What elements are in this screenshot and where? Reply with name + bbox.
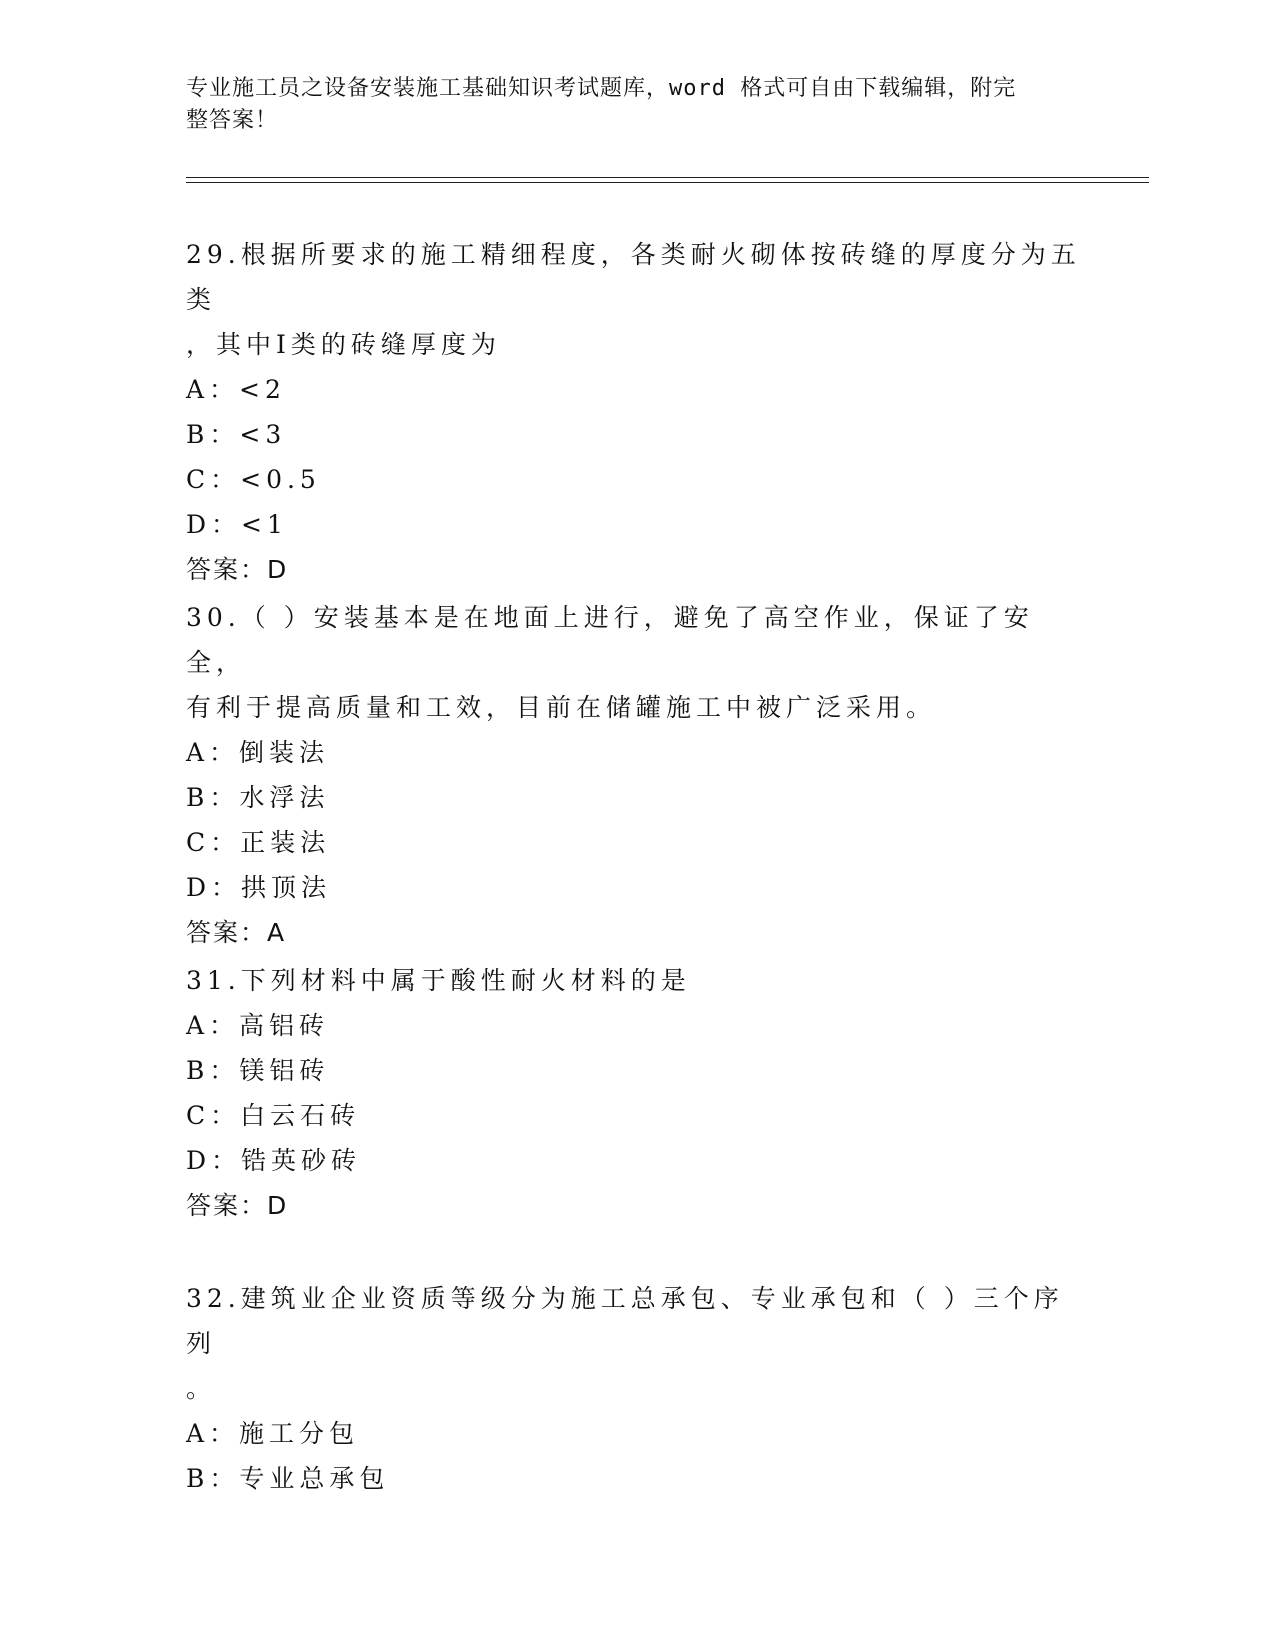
answer-label: 答案：D [186,1191,289,1220]
question-29 [186,232,1086,592]
header-divider-top [186,177,1149,178]
question-32 [186,1276,1086,1501]
option-a: A：高铝砖 [186,1011,330,1040]
option-a: A：倒装法 [186,738,330,767]
question-30 [186,595,1086,955]
option-d: D：拱顶法 [186,873,332,902]
question-stem-line: 。 [186,1374,217,1403]
question-stem-line: ，其中Ⅰ类的砖缝厚度为 [186,330,501,359]
question-stem-line: 29.根据所要求的施工精细程度，各类耐火砌体按砖缝的厚度分为五类 [186,240,1081,314]
option-b: B：镁铝砖 [186,1056,330,1085]
answer-label: 答案：A [186,918,287,947]
question-stem-line: 32.建筑业企业资质等级分为施工总承包、专业承包和（ ）三个序列 [186,1284,1064,1358]
header-line-2: 整答案！ [186,108,279,133]
option-b: B：水浮法 [186,783,330,812]
answer-label: 答案：D [186,555,289,584]
option-c: C：<0.5 [186,465,321,494]
option-a: A：<2 [186,375,286,404]
option-d: D：锆英砂砖 [186,1146,362,1175]
document-header [186,73,1066,137]
question-stem-line: 有利于提高质量和工效，目前在储罐施工中被广泛采用。 [186,693,937,722]
option-c: C：白云石砖 [186,1101,361,1130]
question-31 [186,958,1086,1228]
header-divider-bottom [186,182,1149,183]
option-a: A：施工分包 [186,1419,360,1448]
question-stem-line: 30.（ ）安装基本是在地面上进行，避免了高空作业，保证了安全， [186,603,1034,677]
question-stem-line: 31.下列材料中属于酸性耐火材料的是 [186,966,691,995]
option-b: B：专业总承包 [186,1464,390,1493]
option-d: D：<1 [186,510,288,539]
header-line-1: 专业施工员之设备安装施工基础知识考试题库，word 格式可自由下载编辑，附完 [186,76,1017,101]
option-b: B：<3 [186,420,287,449]
option-c: C：正装法 [186,828,331,857]
